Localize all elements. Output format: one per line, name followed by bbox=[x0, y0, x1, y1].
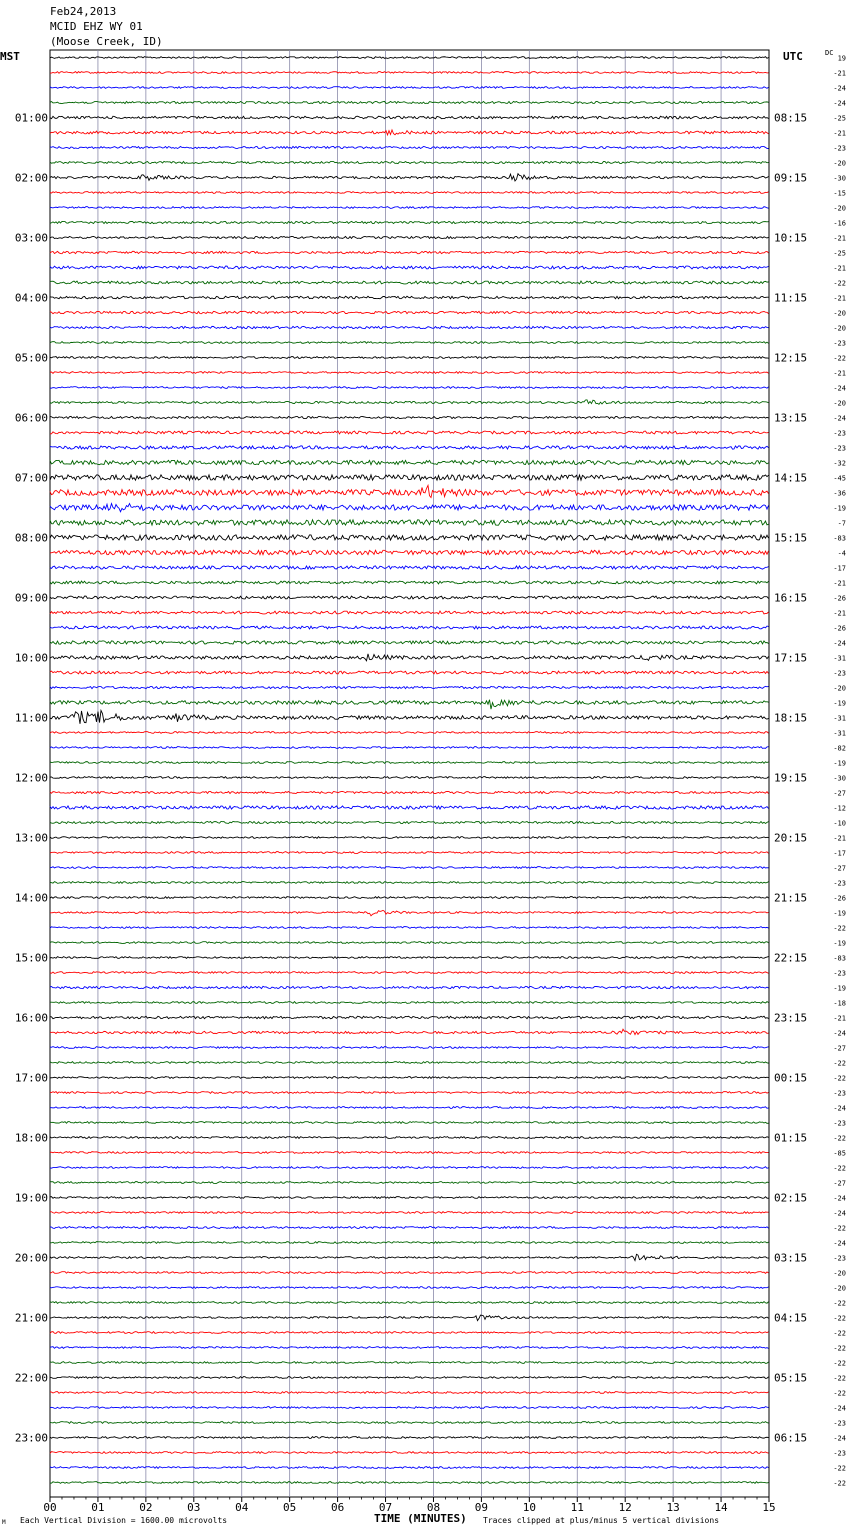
trace-line bbox=[50, 791, 769, 793]
hour-label-right: 12:15 bbox=[774, 351, 808, 365]
trace-line bbox=[50, 762, 769, 764]
trace-line bbox=[50, 671, 769, 674]
dc-offset-value: -23 bbox=[833, 969, 846, 978]
dc-offset-value: -21 bbox=[833, 294, 846, 303]
hour-label-right: 17:15 bbox=[774, 651, 808, 665]
dc-offset-value: -21 bbox=[833, 1014, 846, 1023]
trace-line bbox=[50, 281, 769, 284]
trace-line bbox=[50, 732, 769, 734]
hour-label-left: 01:00 bbox=[14, 111, 48, 125]
dc-offset-value: -36 bbox=[833, 489, 846, 498]
dc-offset-value: -22 bbox=[833, 1464, 846, 1473]
hour-label-left: 07:00 bbox=[14, 471, 48, 485]
dc-offset-value: -19 bbox=[833, 984, 846, 993]
trace-line bbox=[50, 400, 769, 404]
trace-line bbox=[50, 296, 769, 299]
x-tick-label: 07 bbox=[378, 1501, 393, 1514]
hour-label-left: 04:00 bbox=[14, 291, 48, 305]
dc-offset-value: -4 bbox=[837, 549, 846, 558]
dc-offset-value: -19 bbox=[833, 939, 846, 948]
dc-offset-value: -23 bbox=[833, 1254, 846, 1263]
trace-line bbox=[50, 972, 769, 974]
trace-line bbox=[50, 710, 769, 723]
dc-offset-value: -21 bbox=[833, 264, 846, 273]
x-tick-label: 01 bbox=[91, 1501, 105, 1514]
dc-offset-value: -21 bbox=[833, 834, 846, 843]
hour-label-right: 03:15 bbox=[774, 1251, 808, 1265]
trace-line bbox=[50, 416, 769, 418]
hour-label-right: 22:15 bbox=[774, 951, 808, 965]
trace-line bbox=[50, 146, 769, 148]
trace-line bbox=[50, 1254, 769, 1260]
trace-line bbox=[50, 1242, 769, 1244]
hour-label-right: 20:15 bbox=[774, 831, 808, 845]
trace-line bbox=[50, 174, 769, 181]
hour-label-left: 17:00 bbox=[14, 1071, 48, 1085]
dc-offset-value: -31 bbox=[833, 654, 846, 663]
dc-offset-value: -24 bbox=[833, 99, 846, 108]
plot-date: Feb24,2013 bbox=[50, 5, 117, 18]
dc-offset-value: -20 bbox=[833, 309, 846, 318]
dc-offset-value: -20 bbox=[833, 399, 846, 408]
hour-label-left: 11:00 bbox=[14, 711, 48, 725]
trace-line bbox=[50, 1077, 769, 1079]
clip-note: Traces clipped at plus/minus 5 vertical divisions bbox=[483, 1516, 720, 1525]
hour-label-right: 09:15 bbox=[774, 171, 808, 185]
trace-line bbox=[50, 251, 769, 253]
trace-line bbox=[50, 1467, 769, 1469]
trace-line bbox=[50, 1482, 769, 1484]
trace-line bbox=[50, 1227, 769, 1229]
dc-offset-value: -25 bbox=[833, 114, 846, 123]
trace-line bbox=[50, 342, 769, 344]
dc-offset-value: -22 bbox=[833, 1134, 846, 1143]
left-timezone-label: MST bbox=[0, 50, 20, 63]
dc-offset-value: -23 bbox=[833, 144, 846, 153]
trace-line bbox=[50, 581, 769, 584]
trace-line bbox=[50, 654, 769, 661]
dc-offset-value: -32 bbox=[833, 459, 846, 468]
hour-label-right: 06:15 bbox=[774, 1431, 808, 1445]
dc-offset-value: -22 bbox=[833, 1299, 846, 1308]
trace-line bbox=[50, 207, 769, 209]
trace-line bbox=[50, 1016, 769, 1019]
trace-line bbox=[50, 1092, 769, 1094]
dc-offset-value: -24 bbox=[833, 1194, 846, 1203]
trace-line bbox=[50, 72, 769, 74]
trace-line bbox=[50, 852, 769, 854]
trace-line bbox=[50, 747, 769, 749]
trace-line bbox=[50, 1122, 769, 1124]
dc-offset-value: -15 bbox=[833, 189, 846, 198]
trace-line bbox=[50, 1107, 769, 1109]
dc-offset-value: -18 bbox=[833, 999, 846, 1008]
trace-line bbox=[50, 1002, 769, 1004]
hour-label-left: 12:00 bbox=[14, 771, 48, 785]
dc-offset-value: -23 bbox=[833, 1419, 846, 1428]
trace-line bbox=[50, 1047, 769, 1049]
x-tick-label: 14 bbox=[714, 1501, 728, 1514]
dc-offset-value: -30 bbox=[833, 774, 846, 783]
hour-label-right: 15:15 bbox=[774, 531, 808, 545]
trace-line bbox=[50, 1062, 769, 1064]
trace-line bbox=[50, 1452, 769, 1454]
dc-offset-value: -45 bbox=[833, 474, 846, 483]
hour-label-left: 05:00 bbox=[14, 351, 48, 365]
dc-offset-value: -27 bbox=[833, 1044, 846, 1053]
dc-offset-value: -22 bbox=[833, 1389, 846, 1398]
scale-note: Each Vertical Division = 1600.00 microvolts bbox=[20, 1516, 228, 1525]
trace-line bbox=[50, 566, 769, 569]
hour-label-left: 18:00 bbox=[14, 1131, 48, 1145]
hour-label-right: 13:15 bbox=[774, 411, 808, 425]
dc-offset-value: -22 bbox=[833, 1344, 846, 1353]
dc-offset-value: -24 bbox=[833, 1239, 846, 1248]
dc-offset-value: -22 bbox=[833, 1314, 846, 1323]
trace-line bbox=[50, 357, 769, 359]
dc-offset-value: -23 bbox=[833, 429, 846, 438]
dc-offset-value: -27 bbox=[833, 1179, 846, 1188]
hour-label-left: 06:00 bbox=[14, 411, 48, 425]
dc-offset-value: -83 bbox=[833, 954, 846, 963]
trace-line bbox=[50, 1302, 769, 1304]
trace-line bbox=[50, 221, 769, 223]
x-tick-label: 12 bbox=[618, 1501, 632, 1514]
trace-line bbox=[50, 460, 769, 464]
x-tick-label: 06 bbox=[330, 1501, 345, 1514]
x-tick-label: 05 bbox=[283, 1501, 297, 1514]
trace-line bbox=[50, 101, 769, 103]
dc-offset-value: -20 bbox=[833, 324, 846, 333]
hour-label-left: 19:00 bbox=[14, 1191, 48, 1205]
trace-line bbox=[50, 821, 769, 823]
corner-mark: M bbox=[2, 1519, 6, 1526]
trace-line bbox=[50, 806, 769, 809]
dc-offset-value: -23 bbox=[833, 669, 846, 678]
x-tick-label: 15 bbox=[762, 1501, 776, 1514]
hour-label-right: 14:15 bbox=[774, 471, 808, 485]
dc-offset-label: DC bbox=[825, 49, 834, 57]
dc-offset-value: -22 bbox=[833, 1074, 846, 1083]
trace-line bbox=[50, 116, 769, 119]
dc-offset-value: -26 bbox=[833, 894, 846, 903]
trace-line bbox=[50, 910, 769, 915]
dc-offset-value: -24 bbox=[833, 1434, 846, 1443]
hour-label-right: 11:15 bbox=[774, 291, 808, 305]
dc-offset-value: -22 bbox=[833, 924, 846, 933]
hour-label-right: 01:15 bbox=[774, 1131, 808, 1145]
x-tick-label: 04 bbox=[235, 1501, 249, 1514]
hour-label-left: 21:00 bbox=[14, 1311, 48, 1325]
dc-offset-value: -12 bbox=[833, 804, 846, 813]
x-tick-label: 10 bbox=[522, 1501, 536, 1514]
trace-line bbox=[50, 1029, 769, 1034]
dc-offset-value: -31 bbox=[833, 714, 846, 723]
hour-label-right: 08:15 bbox=[774, 111, 808, 125]
trace-line bbox=[50, 882, 769, 884]
trace-line bbox=[50, 837, 769, 839]
dc-offset-value: -23 bbox=[833, 879, 846, 888]
trace-line bbox=[50, 1315, 769, 1320]
dc-offset-value: -22 bbox=[833, 1164, 846, 1173]
dc-offset-value: -22 bbox=[833, 279, 846, 288]
dc-offset-value: -20 bbox=[833, 684, 846, 693]
x-tick-label: 09 bbox=[474, 1501, 489, 1514]
hour-label-left: 09:00 bbox=[14, 591, 48, 605]
dc-offset-value: -23 bbox=[833, 444, 846, 453]
dc-offset-value: -31 bbox=[833, 729, 846, 738]
dc-offset-value: -24 bbox=[833, 1029, 846, 1038]
trace-line bbox=[50, 700, 769, 709]
station-code: MCID EHZ WY 01 bbox=[50, 20, 143, 33]
dc-offset-value: -10 bbox=[833, 819, 846, 828]
trace-line bbox=[50, 1407, 769, 1409]
x-tick-label: 00 bbox=[43, 1501, 57, 1514]
trace-line bbox=[50, 87, 769, 89]
dc-offset-value: -24 bbox=[833, 384, 846, 393]
dc-offset-value: -17 bbox=[833, 849, 846, 858]
hour-label-right: 02:15 bbox=[774, 1191, 808, 1205]
dc-offset-value: -25 bbox=[833, 249, 846, 258]
trace-line bbox=[50, 867, 769, 869]
dc-offset-value: -26 bbox=[833, 624, 846, 633]
dc-offset-value: -21 bbox=[833, 69, 846, 78]
trace-line bbox=[50, 311, 769, 313]
right-timezone-label: UTC bbox=[783, 50, 803, 63]
trace-line bbox=[50, 957, 769, 959]
dc-offset-value: -30 bbox=[833, 174, 846, 183]
trace-line bbox=[50, 986, 769, 988]
trace-line bbox=[50, 236, 769, 238]
trace-line bbox=[50, 1182, 769, 1184]
trace-line bbox=[50, 1272, 769, 1274]
x-tick-label: 02 bbox=[139, 1501, 153, 1514]
trace-line bbox=[50, 431, 769, 434]
dc-offset-value: -24 bbox=[833, 1209, 846, 1218]
hour-label-left: 02:00 bbox=[14, 171, 48, 185]
trace-line bbox=[50, 372, 769, 374]
dc-offset-value: -7 bbox=[837, 519, 846, 528]
trace-line bbox=[50, 1167, 769, 1169]
hour-label-left: 10:00 bbox=[14, 651, 48, 665]
trace-line bbox=[50, 57, 769, 59]
hour-label-right: 00:15 bbox=[774, 1071, 808, 1085]
hour-label-right: 18:15 bbox=[774, 711, 808, 725]
trace-line bbox=[50, 504, 769, 512]
hour-label-right: 04:15 bbox=[774, 1311, 808, 1325]
trace-line bbox=[50, 326, 769, 328]
x-axis-title: TIME (MINUTES) bbox=[374, 1512, 467, 1525]
trace-line bbox=[50, 1437, 769, 1439]
dc-offset-value: -23 bbox=[833, 1119, 846, 1128]
trace-line bbox=[50, 387, 769, 389]
trace-line bbox=[50, 161, 769, 163]
trace-line bbox=[50, 1422, 769, 1424]
dc-offset-value: -19 bbox=[833, 909, 846, 918]
trace-line bbox=[50, 520, 769, 525]
trace-line bbox=[50, 550, 769, 554]
trace-line bbox=[50, 1137, 769, 1139]
trace-line bbox=[50, 1287, 769, 1289]
dc-offset-value: -23 bbox=[833, 339, 846, 348]
trace-line bbox=[50, 535, 769, 540]
trace-line bbox=[50, 897, 769, 899]
hour-label-right: 10:15 bbox=[774, 231, 808, 245]
x-tick-label: 13 bbox=[666, 1501, 680, 1514]
trace-line bbox=[50, 1377, 769, 1379]
trace-line bbox=[50, 596, 769, 599]
trace-line bbox=[50, 1392, 769, 1394]
dc-offset-value: -22 bbox=[833, 1059, 846, 1068]
trace-line bbox=[50, 686, 769, 688]
trace-line bbox=[50, 192, 769, 194]
hour-label-right: 21:15 bbox=[774, 891, 808, 905]
hour-label-left: 03:00 bbox=[14, 231, 48, 245]
trace-line bbox=[50, 641, 769, 644]
trace-line bbox=[50, 1332, 769, 1334]
dc-offset-value: -21 bbox=[833, 579, 846, 588]
hour-label-left: 08:00 bbox=[14, 531, 48, 545]
dc-offset-value: -22 bbox=[833, 1479, 846, 1488]
trace-line bbox=[50, 1347, 769, 1349]
trace-line bbox=[50, 446, 769, 449]
hour-label-left: 13:00 bbox=[14, 831, 48, 845]
dc-offset-value: -22 bbox=[833, 1224, 846, 1233]
dc-offset-value: -20 bbox=[833, 1284, 846, 1293]
dc-offset-value: -17 bbox=[833, 564, 846, 573]
trace-line bbox=[50, 777, 769, 779]
hour-label-right: 16:15 bbox=[774, 591, 808, 605]
dc-offset-value: -82 bbox=[833, 744, 846, 753]
hour-label-right: 05:15 bbox=[774, 1371, 808, 1385]
dc-offset-value: -23 bbox=[833, 1449, 846, 1458]
hour-label-right: 23:15 bbox=[774, 1011, 808, 1025]
x-tick-label: 03 bbox=[187, 1501, 201, 1514]
hour-label-left: 14:00 bbox=[14, 891, 48, 905]
dc-offset-value: -22 bbox=[833, 1374, 846, 1383]
hour-label-left: 15:00 bbox=[14, 951, 48, 965]
dc-offset-value: -20 bbox=[833, 159, 846, 168]
dc-offset-value: 19 bbox=[837, 54, 846, 63]
dc-offset-value: -21 bbox=[833, 129, 846, 138]
dc-offset-value: -21 bbox=[833, 369, 846, 378]
dc-offset-value: -22 bbox=[833, 1329, 846, 1338]
hour-label-left: 20:00 bbox=[14, 1251, 48, 1265]
dc-offset-value: -19 bbox=[833, 759, 846, 768]
hour-label-right: 19:15 bbox=[774, 771, 808, 785]
dc-offset-value: -24 bbox=[833, 639, 846, 648]
dc-offset-value: -21 bbox=[833, 609, 846, 618]
hour-label-left: 23:00 bbox=[14, 1431, 48, 1445]
dc-offset-value: -85 bbox=[833, 1149, 846, 1158]
station-location: (Moose Creek, ID) bbox=[50, 35, 163, 48]
dc-offset-value: -23 bbox=[833, 1089, 846, 1098]
dc-offset-value: -22 bbox=[833, 1359, 846, 1368]
trace-line bbox=[50, 1152, 769, 1154]
hour-label-left: 16:00 bbox=[14, 1011, 48, 1025]
trace-line bbox=[50, 266, 769, 269]
dc-offset-value: -22 bbox=[833, 354, 846, 363]
hour-label-left: 22:00 bbox=[14, 1371, 48, 1385]
dc-offset-value: -24 bbox=[833, 1104, 846, 1113]
trace-line bbox=[50, 475, 769, 480]
trace-line bbox=[50, 1362, 769, 1364]
trace-line bbox=[50, 1212, 769, 1214]
dc-offset-value: -20 bbox=[833, 1269, 846, 1278]
x-tick-label: 08 bbox=[426, 1501, 441, 1514]
trace-line bbox=[50, 626, 769, 629]
x-tick-label: 11 bbox=[570, 1501, 584, 1514]
trace-line bbox=[50, 927, 769, 929]
dc-offset-value: -24 bbox=[833, 1404, 846, 1413]
dc-offset-value: -26 bbox=[833, 594, 846, 603]
dc-offset-value: -83 bbox=[833, 534, 846, 543]
dc-offset-value: -20 bbox=[833, 204, 846, 213]
trace-line bbox=[50, 1197, 769, 1199]
trace-line bbox=[50, 485, 769, 497]
dc-offset-value: -19 bbox=[833, 699, 846, 708]
dc-offset-value: -16 bbox=[833, 219, 846, 228]
dc-offset-value: -24 bbox=[833, 84, 846, 93]
trace-line bbox=[50, 130, 769, 135]
dc-offset-value: -21 bbox=[833, 234, 846, 243]
dc-offset-value: -27 bbox=[833, 864, 846, 873]
dc-offset-value: -19 bbox=[833, 504, 846, 513]
trace-line bbox=[50, 942, 769, 944]
dc-offset-value: -27 bbox=[833, 789, 846, 798]
trace-line bbox=[50, 611, 769, 614]
dc-offset-value: -24 bbox=[833, 414, 846, 423]
